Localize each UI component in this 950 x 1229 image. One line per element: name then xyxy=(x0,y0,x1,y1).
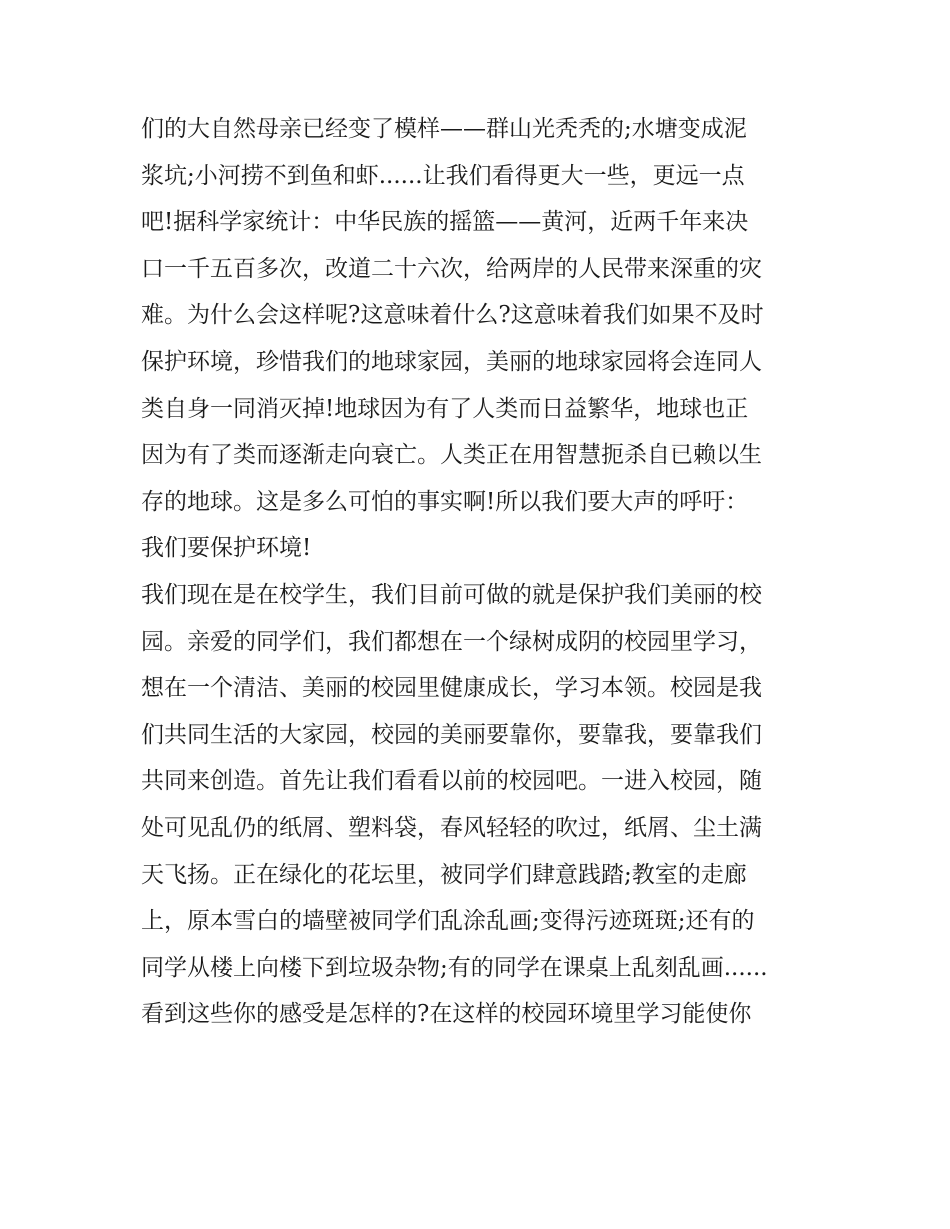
text-line: 口一千五百多次，改道二十六次，给两岸的人民带来深重的灾 xyxy=(141,255,762,282)
text-line: 共同来创造。首先让我们看看以前的校园吧。一进入校园，随 xyxy=(141,768,762,795)
text-line: 吧!据科学家统计：中华民族的摇篮——黄河，近两千年来决 xyxy=(141,209,749,236)
text-line: 们共同生活的大家园，校园的美丽要靠你，要靠我，要靠我们 xyxy=(141,721,762,748)
text-line: 园。亲爱的同学们，我们都想在一个绿树成阴的校园里学习， xyxy=(141,628,762,655)
text-line: 存的地球。这是多么可怕的事实啊!所以我们要大声的呼吁： xyxy=(141,488,749,515)
text-line: 同学从楼上向楼下到垃圾杂物;有的同学在课桌上乱刻乱画...... xyxy=(141,954,768,981)
text-line: 们的大自然母亲已经变了模样——群山光秃秃的;水塘变成泥 xyxy=(141,116,747,142)
text-line: 看到这些你的感受是怎样的?在这样的校园环境里学习能使你 xyxy=(141,1001,752,1028)
text-line: 天飞扬。正在绿化的花坛里，被同学们肆意践踏;教室的走廊 xyxy=(141,861,747,888)
text-line: 因为有了类而逐渐走向衰亡。人类正在用智慧扼杀自已赖以生 xyxy=(141,442,762,469)
text-line: 类自身一同消灭掉!地球因为有了人类而日益繁华，地球也正 xyxy=(141,395,749,422)
text-line: 浆坑;小河捞不到鱼和虾......让我们看得更大一些，更远一点 xyxy=(141,162,745,189)
text-line: 上，原本雪白的墙壁被同学们乱涂乱画;变得污迹斑斑;还有的 xyxy=(141,908,755,935)
text-line: 想在一个清洁、美丽的校园里健康成长，学习本领。校园是我 xyxy=(141,675,762,702)
text-line: 处可见乱仍的纸屑、塑料袋，春风轻轻的吹过，纸屑、尘土满 xyxy=(141,814,762,841)
text-line: 我们现在是在校学生，我们目前可做的就是保护我们美丽的校 xyxy=(141,581,762,608)
text-line: 我们要保护环境! xyxy=(141,535,312,562)
text-line: 难。为什么会这样呢?这意味着什么?这意味着我们如果不及时 xyxy=(141,302,764,329)
body-text xyxy=(141,106,821,1038)
text-line: 保护环境，珍惜我们的地球家园，美丽的地球家园将会连同人 xyxy=(141,348,762,375)
